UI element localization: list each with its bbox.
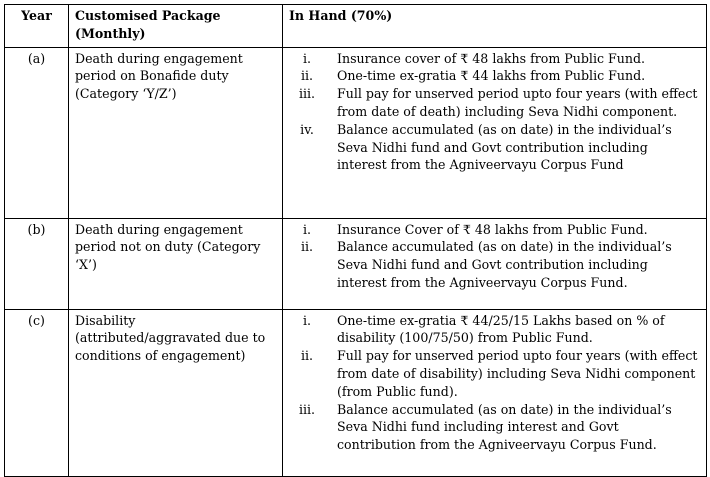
item-number: i. xyxy=(302,50,312,66)
item-number: ii. xyxy=(300,348,314,364)
list-item xyxy=(289,401,700,454)
row-in-hand xyxy=(283,218,707,309)
header-in-hand: In Hand (70%) xyxy=(283,5,707,48)
item-text: Full pay for unserved period upto four years (with effect from date of disability) including Seva Nidhi component (from Public fund). xyxy=(337,348,698,399)
header-year: Year xyxy=(5,5,69,48)
benefit-list xyxy=(289,312,700,454)
item-number: i. xyxy=(302,221,312,237)
table-row xyxy=(5,47,707,218)
item-text: One-time ex-gratia ₹ 44/25/15 Lakhs based on % of disability (100/75/50) from Public Fund. xyxy=(337,312,665,346)
list-item xyxy=(289,238,700,291)
row-in-hand xyxy=(283,47,707,218)
item-number: ii. xyxy=(300,68,314,84)
item-text: Insurance Cover of ₹ 48 lakhs from Public Fund. xyxy=(337,221,648,237)
item-text: Balance accumulated (as on date) in the individual’s Seva Nidhi fund and Govt contribution including interest from the Agniveervayu Corpus Fund xyxy=(337,121,672,173)
row-year: (b) xyxy=(5,218,69,309)
header-row xyxy=(5,5,707,48)
list-item xyxy=(289,85,700,121)
row-year: (c) xyxy=(5,309,69,476)
item-text: Balance accumulated (as on date) in the individual’s Seva Nidhi fund and Govt contribution including interest from the Agniveervayu Corpus Fund. xyxy=(337,239,672,290)
row-package: Death during engagement period not on duty (Category ‘X’) xyxy=(69,218,283,309)
item-text: Full pay for unserved period upto four years (with effect from date of death) including Seva Nidhi component. xyxy=(337,86,698,119)
list-item xyxy=(289,50,700,68)
table-row xyxy=(5,218,707,309)
row-package: Death during engagement period on Bonafide duty (Category ‘Y/Z’) xyxy=(69,47,283,218)
row-package: Disability (attributed/aggravated due to conditions of engagement) xyxy=(69,309,283,476)
benefit-list xyxy=(289,221,700,292)
list-item xyxy=(289,121,700,174)
item-number: iii. xyxy=(298,401,316,417)
item-text: Balance accumulated (as on date) in the individual’s Seva Nidhi fund including interest and Govt contribution from the Agniveervayu Corpus Fund. xyxy=(337,401,672,453)
row-in-hand xyxy=(283,309,707,476)
list-item xyxy=(289,312,700,348)
item-text: One-time ex-gratia ₹ 44 lakhs from Public Fund. xyxy=(337,68,646,84)
list-item xyxy=(289,67,700,85)
header-package: Customised Package (Monthly) xyxy=(69,5,283,48)
list-item xyxy=(289,347,700,400)
row-year: (a) xyxy=(5,47,69,218)
benefits-table xyxy=(4,4,707,477)
list-item xyxy=(289,221,700,239)
item-number: ii. xyxy=(300,239,314,255)
table-row xyxy=(5,309,707,476)
item-text: Insurance cover of ₹ 48 lakhs from Public Fund. xyxy=(337,50,646,66)
item-number: iv. xyxy=(300,121,314,137)
item-number: iii. xyxy=(298,86,316,102)
benefit-list xyxy=(289,50,700,175)
item-number: i. xyxy=(302,312,312,328)
